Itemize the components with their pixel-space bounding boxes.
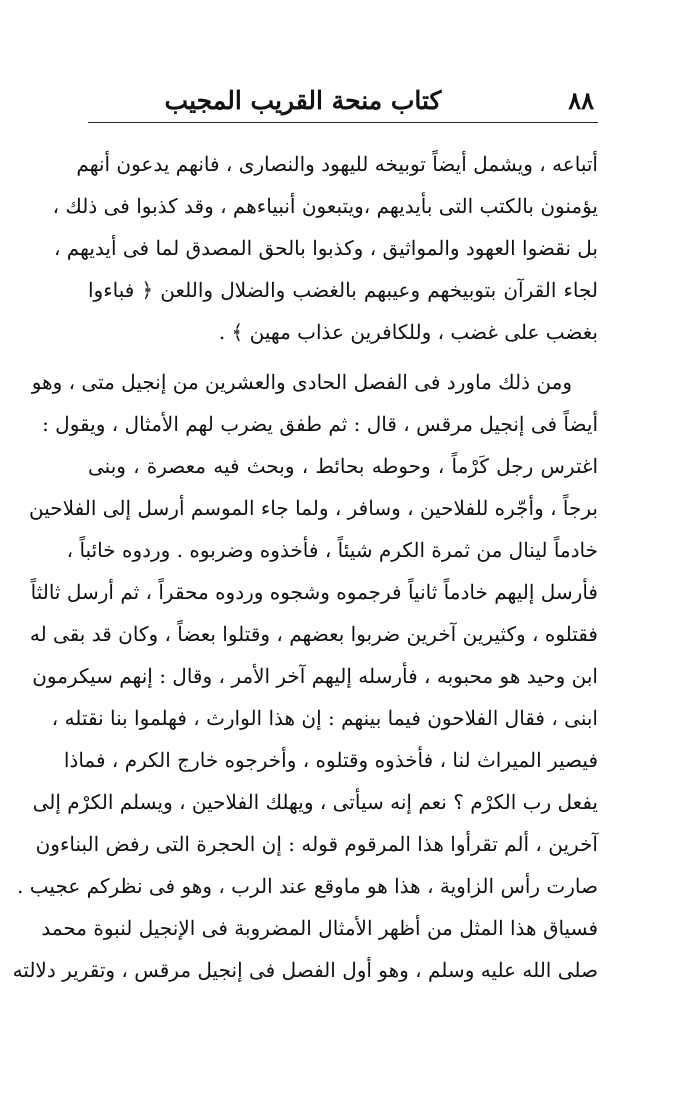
running-title: كتاب منحة القريب المجيب — [164, 86, 442, 115]
text-line: فأرسل إليهم خادماً ثانياً فرجموه وشجوه وردوه محقراً ، ثم أرسل ثالثاً — [30, 580, 598, 604]
page-number: ٨٨ — [568, 86, 594, 115]
text-line: برجاً ، وأجّره للفلاحين ، وسافر ، ولما جاء الموسم أرسل إلى الفلاحين — [29, 496, 598, 520]
text-line: فسياق هذا المثل من أظهر الأمثال المضروبة فى الإنجيل لنبوة محمد — [41, 916, 598, 940]
text-line: أيضاً فى إنجيل مرقس ، قال : ثم طفق يضرب لهم الأمثال ، ويقول : — [42, 412, 598, 436]
text-line: اغترس رجل كَرْماً ، وحوطه بحائط ، وبحث فيه معصرة ، وبنى — [88, 454, 598, 478]
text-line: ابن وحيد هو محبوبه ، فأرسله إليهم آخر الأمر ، وقال : إنهم سيكرمون — [32, 664, 598, 688]
text-line: يؤمنون بالكتب التى بأيديهم ،ويتبعون أنبياءهم ، وقد كذبوا فى ذلك ، — [52, 194, 598, 218]
header-rule — [88, 122, 598, 123]
paragraph-gap — [88, 353, 598, 361]
text-line: فقتلوه ، وكثيرين آخرين ضربوا بعضهم ، وقتلوا بعضاً ، وكان قد بقى له — [29, 622, 598, 646]
text-line: خادماً لينال من ثمرة الكرم شيئاً ، فأخذوه وضربوه . وردوه خائباً ، — [66, 538, 598, 562]
text-line: بغضب على غضب ، وللكافرين عذاب مهين ﴾ . — [218, 320, 598, 344]
text-line: آخرين ، ألم تقرأوا هذا المرقوم قوله : إن الحجرة التى رفض البناءون — [35, 832, 598, 856]
text-line: بل نقضوا العهود والمواثيق ، وكذبوا بالحق المصدق لما فى أيديهم ، — [53, 236, 598, 260]
text-line: ومن ذلك ماورد فى الفصل الحادى والعشرين من إنجيل متى ، وهو — [31, 370, 572, 394]
text-line: فيصير الميراث لنا ، فأخذوه وقتلوه ، وأخرجوه خارج الكرم ، فماذا — [63, 748, 598, 772]
text-line: أتباعه ، ويشمل أيضاً توبيخه لليهود والنصارى ، فانهم يدعون أنهم — [76, 152, 598, 176]
text-line: صلى الله عليه وسلم ، وهو أول الفصل فى إنجيل مرقس ، وتقرير دلالته — [12, 958, 598, 982]
text-line: يفعل رب الكرْم ؟ نعم إنه سيأتى ، ويهلك الفلاحين ، ويسلم الكرْم إلى — [32, 790, 598, 814]
body-text — [12, 143, 598, 991]
text-line: ابنى ، فقال الفلاحون فيما بينهم : إن هذا الوارث ، فهلموا بنا نقتله ، — [51, 706, 598, 730]
text-line: صارت رأس الزاوية ، هذا هو ماوقع عند الرب ، وهو فى نظركم عجيب . — [17, 874, 598, 898]
text-line: لجاء القرآن بتوبيخهم وعيبهم بالغضب والضلال واللعن ﴿ فباءوا — [88, 278, 598, 302]
page-header — [88, 82, 598, 122]
